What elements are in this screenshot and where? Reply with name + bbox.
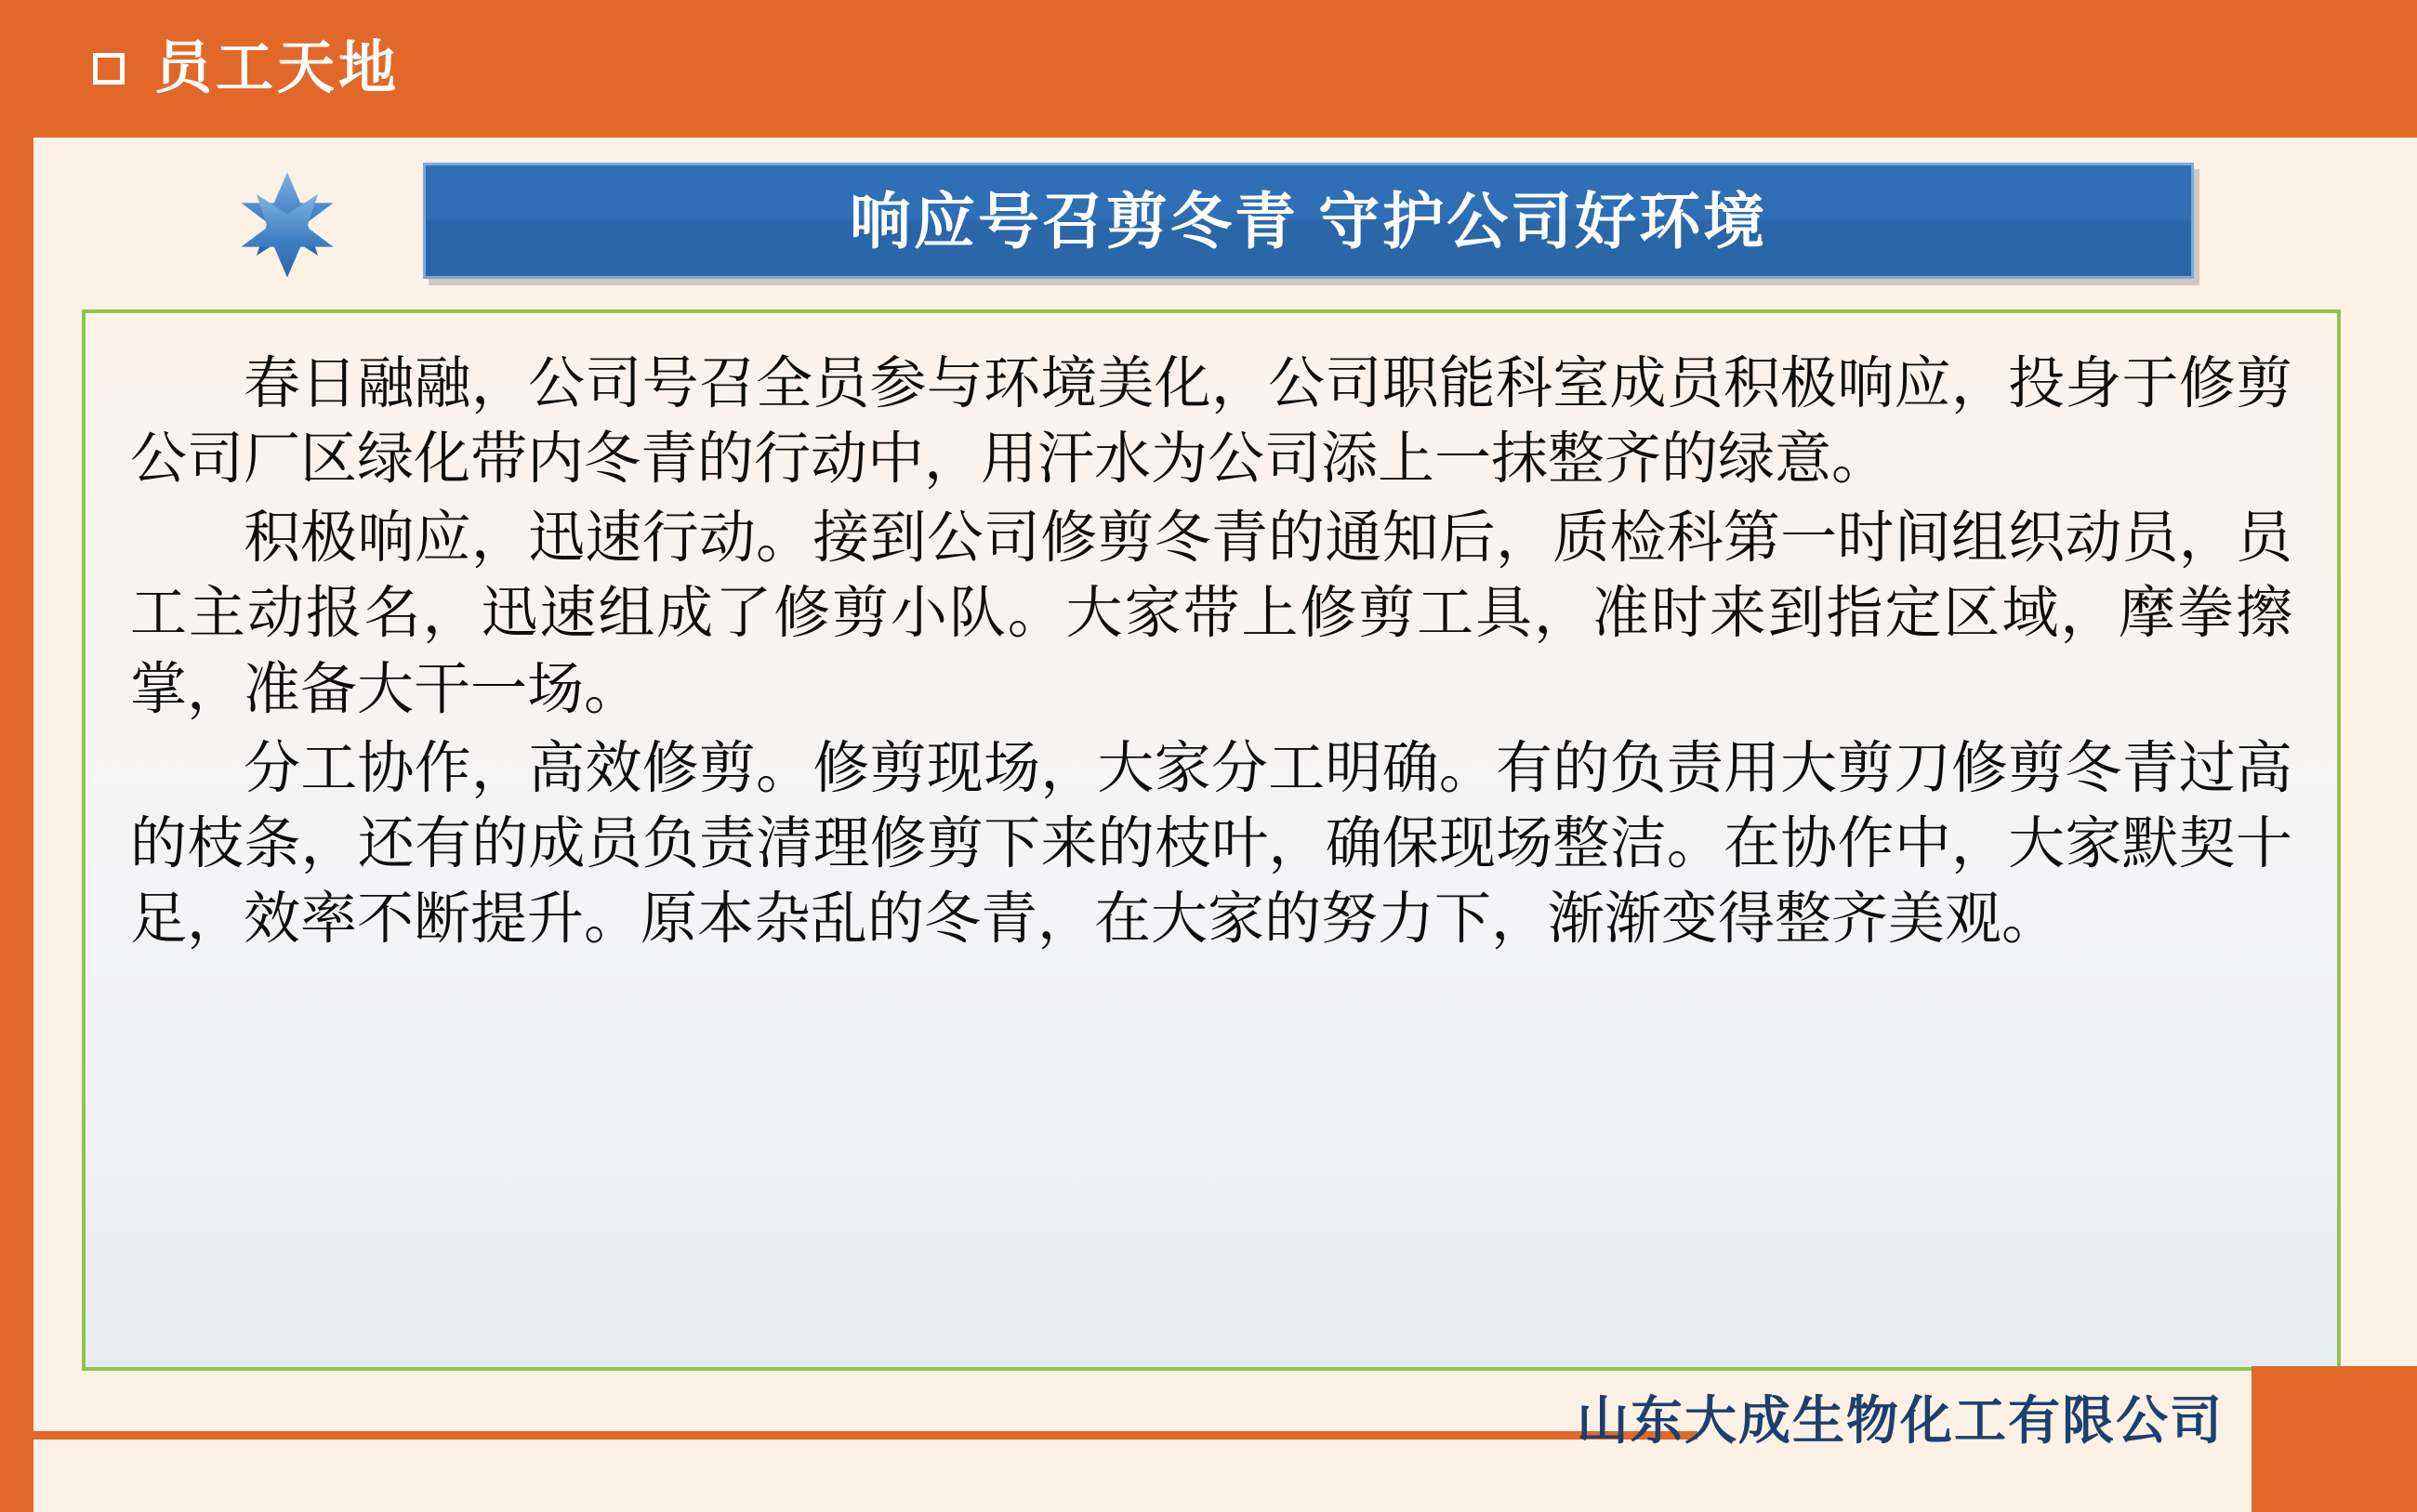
six-pointed-star-icon bbox=[232, 170, 342, 280]
left-orange-band bbox=[0, 0, 33, 1512]
square-outline-icon bbox=[93, 53, 125, 85]
footer-orange-block bbox=[2252, 1366, 2417, 1512]
footer-divider bbox=[33, 1431, 1697, 1440]
title-row bbox=[223, 163, 2194, 283]
page-title: 员工天地 bbox=[154, 36, 401, 100]
paragraph: 分工协作，高效修剪。修剪现场，大家分工明确。有的负责用大剪刀修剪冬青过高的枝条，还有的成员负责清理修剪下来的枝叶，确保现场整洁。在协作中，大家默契十足，效率不断提升。原本杂乱的冬青，在大家的努力下，渐渐变得整齐美观。 bbox=[130, 737, 2292, 951]
paragraph: 积极响应，迅速行动。接到公司修剪冬青的通知后，质检科第一时间组织动员，员工主动报名，迅速组成了修剪小队。大家带上修剪工具，准时来到指定区域，摩拳擦掌，准备大干一场。 bbox=[130, 507, 2292, 721]
footer-company-name: 山东大成生物化工有限公司 bbox=[1577, 1391, 2224, 1450]
title-banner bbox=[423, 163, 2194, 279]
title-banner-text: 响应号召剪冬青 守护公司好环境 bbox=[849, 186, 1768, 256]
slide-header bbox=[93, 32, 400, 106]
article-body bbox=[82, 309, 2341, 1371]
paragraph: 春日融融，公司号召全员参与环境美化，公司职能科室成员积极响应，投身于修剪公司厂区绿化带内冬青的行动中，用汗水为公司添上一抹整齐的绿意。 bbox=[130, 353, 2292, 492]
